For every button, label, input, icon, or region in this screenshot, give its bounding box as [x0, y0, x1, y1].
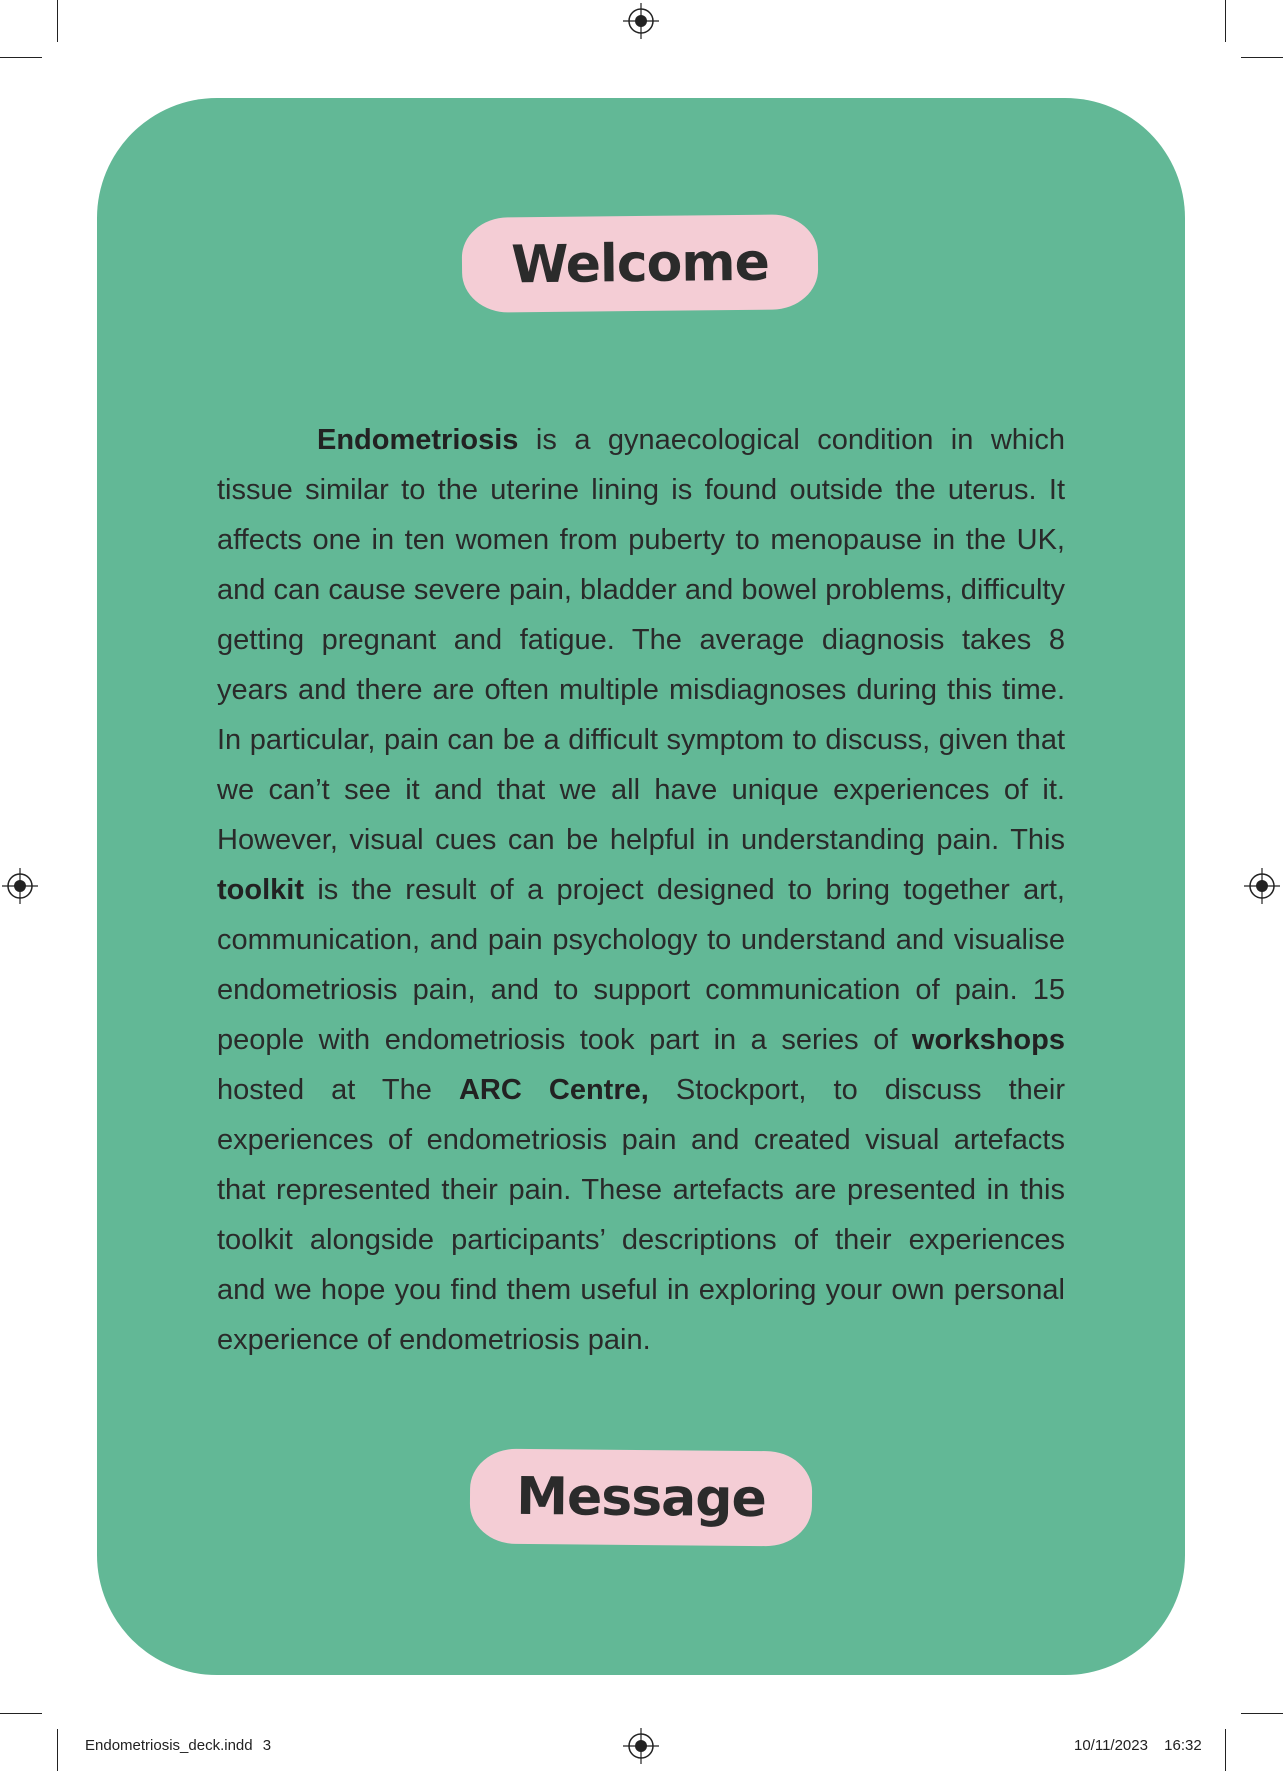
crop-mark — [1225, 1729, 1226, 1771]
body-run: hosted at The — [217, 1074, 459, 1106]
crop-mark — [57, 0, 58, 42]
crop-mark — [0, 57, 42, 58]
content-card — [97, 98, 1185, 1675]
registration-mark-icon — [623, 3, 659, 39]
body-emphasis: workshops — [911, 1024, 1065, 1056]
title-badge — [462, 214, 819, 313]
body-emphasis: ARC Centre, — [458, 1074, 649, 1106]
slug-date: 10/11/2023 — [1074, 1737, 1148, 1754]
crop-mark — [57, 1729, 58, 1771]
body-run: is a gynaecological condition in which tissue similar to the uterine lining is found outside the uterus. It affects one in ten women from puberty to menopause in the UK, and can cause severe pain, bladder and bowel problems, difficulty getting pregnant and fatigue. The average diagnosis takes 8 years and there are often multiple misdiagnoses during this time. In particular, pain can be a difficult symptom to discuss, given that we can’t see it and that we all have unique experiences of it. However, visual cues can be helpful in understanding pain. This — [217, 424, 1065, 856]
body-run: Stockport, to discuss their experiences of endometriosis pain and created visual artefacts that represented their pain. These artefacts are presented in this toolkit alongside participants’ descriptions of their experiences and we hope you find them useful in exploring your own personal experience of endometriosis pain. — [217, 1074, 1065, 1356]
crop-mark — [1241, 57, 1283, 58]
message-label: Message — [515, 1466, 767, 1529]
body-run: is the result of a project designed to bring together art, communication, and pain psychology to understand and visualise endometriosis pain, and to support communication of pain. 15 people with endometriosis took part in a series of — [217, 874, 1065, 1056]
slug-datetime — [1074, 1737, 1202, 1754]
body-emphasis: toolkit — [217, 874, 304, 906]
message-badge — [470, 1449, 813, 1547]
slug-filename: Endometriosis_deck.indd — [85, 1737, 253, 1754]
slug-page: 3 — [262, 1737, 272, 1754]
page-title: Welcome — [510, 232, 770, 295]
crop-mark — [1241, 1713, 1283, 1714]
registration-mark-icon — [1244, 868, 1280, 904]
slug-file — [85, 1737, 271, 1754]
crop-mark — [0, 1713, 42, 1714]
slug-time: 16:32 — [1164, 1737, 1202, 1754]
body-emphasis: Endometriosis — [317, 424, 519, 456]
body-paragraph — [217, 415, 1065, 1365]
registration-mark-icon — [623, 1728, 659, 1764]
crop-mark — [1225, 0, 1226, 42]
registration-mark-icon — [2, 868, 38, 904]
